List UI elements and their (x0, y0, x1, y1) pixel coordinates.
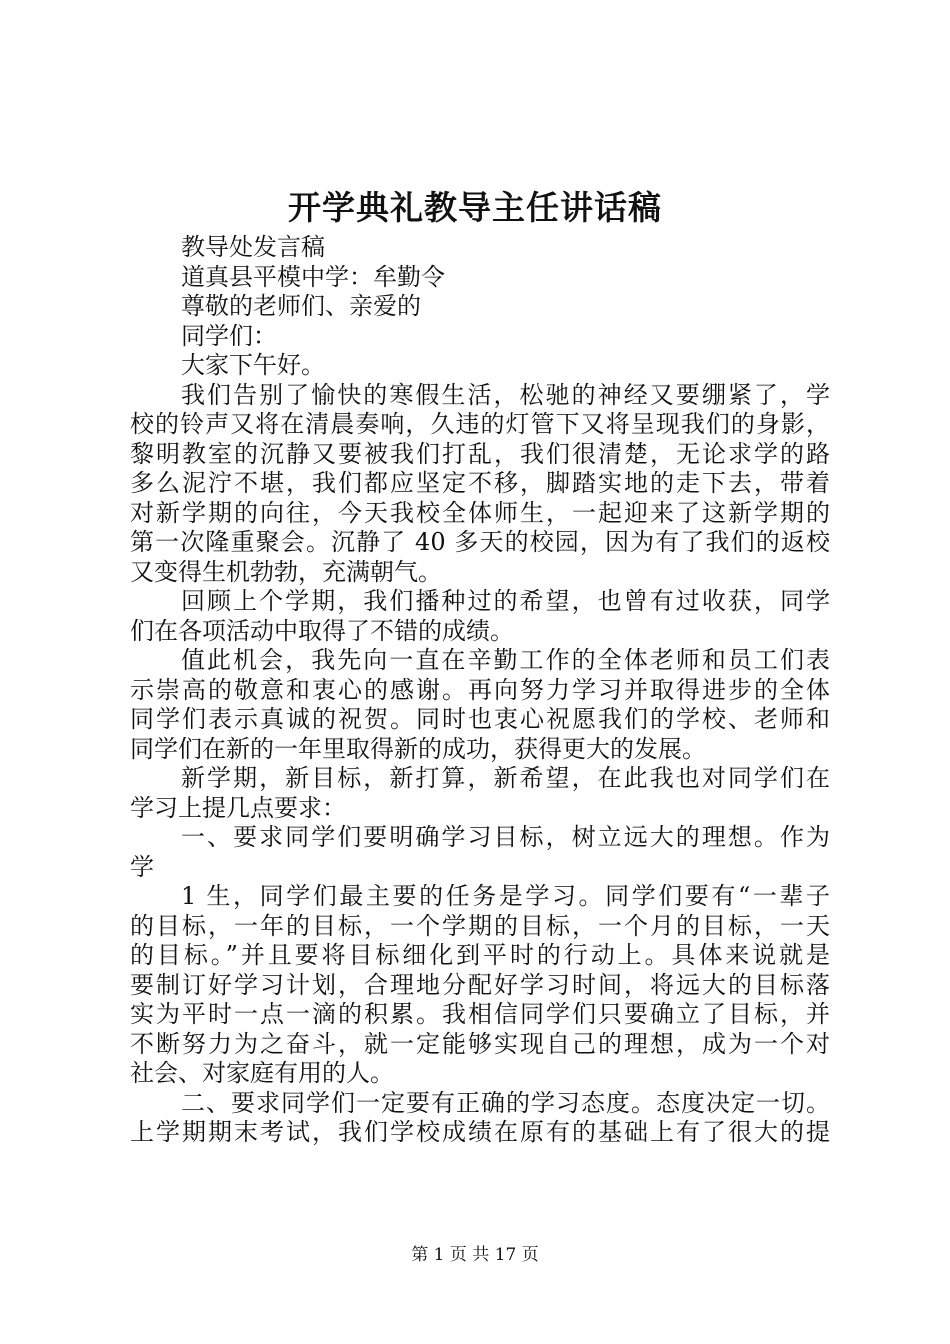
text-line: 大家下午好。 (181, 351, 325, 379)
page-footer: 第 1 页 共 17 页 (411, 1245, 539, 1265)
text-line: 对新学期的向往，今天我校全体师生，一起迎来了这新学期的 (130, 498, 830, 527)
text-line: 校的铃声又将在清晨奏响，久违的灯管下又将呈现我们的身影， (130, 410, 830, 438)
text-line: 1 生，同学们最主要的任务是学习。同学们要有“一辈子 (181, 882, 830, 910)
document-body (130, 233, 830, 1148)
text-line: 第一次隆重聚会。沉静了 40 多天的校园，因为有了我们的返校 (130, 528, 830, 556)
text-line: 示崇高的敬意和衷心的感谢。再向努力学习并取得进步的全体 (130, 675, 830, 704)
text-line: 回顾上个学期，我们播种过的希望，也曾有过收获，同学 (181, 587, 830, 615)
text-line: 的目标。”并且要将目标细化到平时的行动上。具体来说就是 (130, 941, 830, 969)
document-title: 开学典礼教导主任讲话稿 (288, 188, 662, 227)
text-line: 一、要求同学们要明确学习目标，树立远大的理想。作为 (181, 823, 830, 851)
text-line: 又变得生机勃勃，充满朝气。 (130, 557, 442, 586)
text-line: 不断努力为之奋斗，就一定能够实现自己的理想，成为一个对 (130, 1029, 830, 1058)
text-line: 道真县平模中学：牟勤令 (181, 262, 445, 291)
text-line: 同学们表示真诚的祝贺。同时也衷心祝愿我们的学校、老师和 (130, 705, 830, 733)
text-line: 上学期期末考试，我们学校成绩在原有的基础上有了很大的提 (130, 1118, 830, 1146)
text-line: 的目标，一年的目标，一个学期的目标，一个月的目标，一天 (130, 911, 830, 940)
text-line: 学 (130, 852, 154, 881)
text-line: 实为平时一点一滴的积累。我相信同学们只要确立了目标，并 (130, 1000, 830, 1028)
text-line: 新学期，新目标，新打算，新希望，在此我也对同学们在 (181, 764, 830, 792)
text-line: 黎明教室的沉静又要被我们打乱，我们很清楚，无论求学的路 (130, 439, 830, 468)
text-line: 要制订好学习计划，合理地分配好学习时间，将远大的目标落 (130, 970, 830, 999)
text-line: 二、要求同学们一定要有正确的学习态度。态度决定一切。 (181, 1088, 830, 1117)
text-line: 同学们在新的一年里取得新的成功，获得更大的发展。 (130, 734, 706, 763)
text-line: 教导处发言稿 (181, 233, 325, 261)
text-line: 们在各项活动中取得了不错的成绩。 (130, 616, 514, 645)
text-line: 学习上提几点要求： (130, 793, 346, 822)
text-line: 多么泥泞不堪，我们都应坚定不移，脚踏实地的走下去，带着 (130, 469, 830, 497)
text-line: 社会、对家庭有用的人。 (130, 1059, 394, 1087)
text-line: 我们告别了愉快的寒假生活，松驰的神经又要绷紧了，学 (181, 380, 830, 409)
text-line: 同学们： (181, 321, 277, 350)
text-line: 值此机会，我先向一直在辛勤工作的全体老师和员工们表 (181, 646, 830, 674)
text-line: 尊敬的老师们、亲爱的 (181, 292, 421, 320)
